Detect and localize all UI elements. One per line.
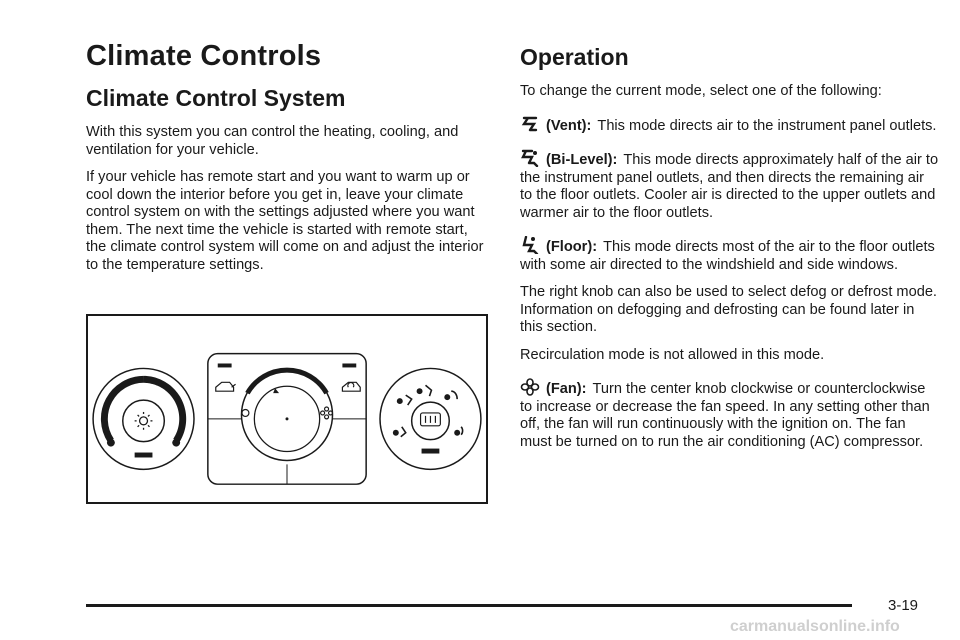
page-number: 3-19 bbox=[888, 597, 919, 614]
fan-paragraph bbox=[520, 378, 940, 451]
mode-knob bbox=[380, 368, 481, 469]
floor-mode-icon bbox=[520, 236, 540, 254]
intro-paragraph-1: With this system you can control the heating, cooling, and ventilation for your vehicle. bbox=[86, 124, 459, 158]
mode-floor-label: (Floor): bbox=[546, 239, 598, 255]
fan-text: Turn the center knob clockwise or counterclockwise to increase or decrease the fan speed. In any setting other than off, the fan will run continuously with the ignition on. The fan must be turned on to run the air conditioning (AC) compressor. bbox=[520, 381, 930, 450]
mode-bi-level-label: (Bi-Level): bbox=[546, 152, 618, 168]
mode-vent-text: This mode directs air to the instrument panel outlets. bbox=[597, 117, 937, 134]
watermark-text: carmanualsonline.info bbox=[730, 618, 900, 635]
center-fan-module bbox=[208, 354, 366, 485]
climate-control-panel-illustration bbox=[86, 314, 488, 504]
defog-paragraph: The right knob can also be used to select defog or defrost mode. Information on defogging and defrosting can be found later in this section. bbox=[520, 284, 937, 335]
recirculation-paragraph: Recirculation mode is not allowed in this mode. bbox=[520, 346, 825, 363]
left-column bbox=[86, 40, 490, 284]
operation-intro: To change the current mode, select one of the following: bbox=[520, 83, 882, 99]
intro-paragraph-2: If your vehicle has remote start and you want to warm up or cool down the interior before you get in, leave your climate control system on with the settings adjusted where you want them. The next time the vehicle is started with remote start, the climate control system will come on and adjust the interior to the temperature settings. bbox=[86, 169, 484, 273]
temperature-knob bbox=[93, 368, 194, 469]
section-title: Climate Control System bbox=[86, 85, 346, 111]
fan-label: (Fan): bbox=[546, 381, 587, 397]
mode-floor bbox=[520, 236, 940, 274]
operation-title: Operation bbox=[520, 44, 629, 70]
mode-bi-level-text: This mode directs approximately half of the air to the instrument panel outlets, and then directs the remaining air to the floor outlets. Cooler air is directed to the upper outlets and warmer air to the floor outlets. bbox=[520, 152, 939, 221]
bi-level-mode-icon bbox=[520, 149, 540, 167]
mode-vent-label: (Vent): bbox=[546, 117, 592, 134]
mode-vent bbox=[520, 115, 940, 136]
right-column bbox=[520, 44, 940, 461]
footer-rule bbox=[86, 604, 852, 607]
vent-mode-icon bbox=[520, 115, 540, 133]
mode-floor-text: This mode directs most of the air to the floor outlets with some air directed to the windshield and side windows. bbox=[520, 239, 935, 273]
chapter-title: Climate Controls bbox=[86, 40, 322, 72]
fan-icon bbox=[520, 378, 540, 396]
mode-bi-level bbox=[520, 149, 940, 222]
